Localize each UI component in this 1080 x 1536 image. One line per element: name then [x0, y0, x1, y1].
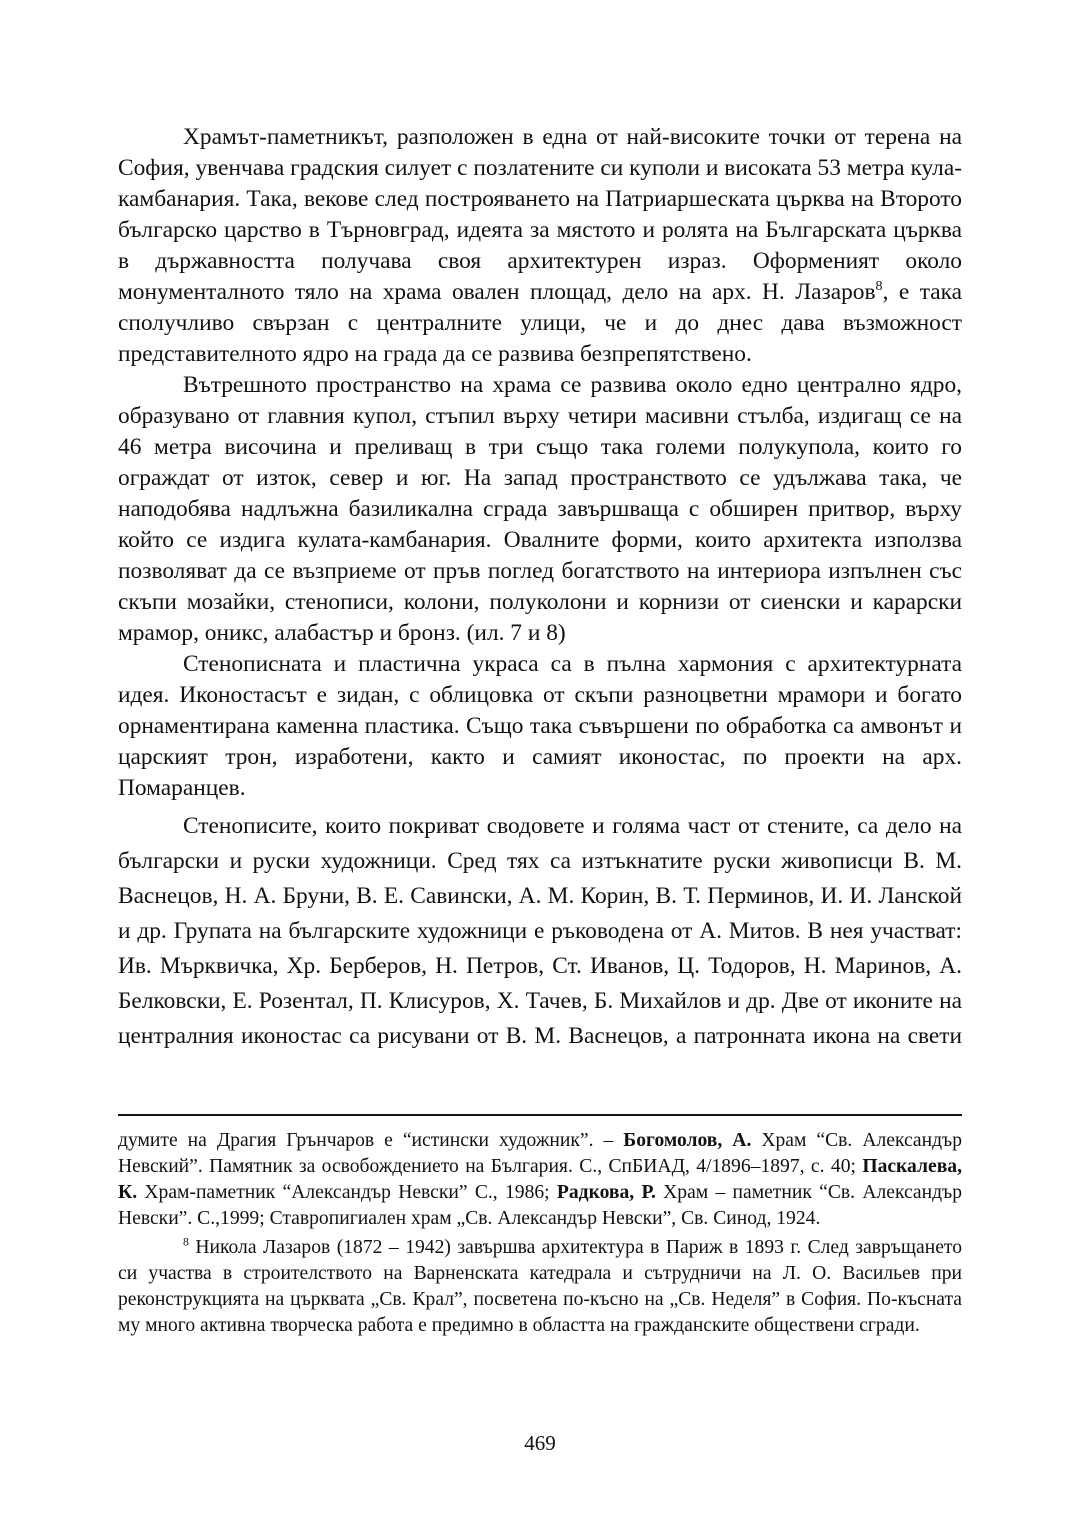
paragraph-1-text: Храмът-паметникът, разположен в една от най-високите точки от терена на София, увенчава градския силует с позлатените си куполи и високата 53 метра кула-камбанария. Така, векове след построяването на Патриаршеската църква на Второто българско царство в Търновград, идеята за мястото и ролята на Българската църква в държавността получава своя архитектурен израз. Оформеният около монументалното тяло на храма овален площад, дело на арх. Н. Лазаров	[118, 124, 962, 305]
paragraph-3: Стенописната и пластична украса са в пълна хармония с архитектурната идея. Иконостасът е зидан, с облицовка от скъпи разноцветни мрамори и богато орнаментирана каменна пластика. Също така съвършени по обработка са амвонът и царският трон, изработени, както и самият иконостас, по проекти на арх. Помаранцев.	[118, 651, 962, 801]
footnote-separator	[118, 1114, 962, 1116]
paragraph-1	[118, 122, 962, 370]
footnote-text: Храм “Св. Александър Невский”. Памятник за освобождението на България. С., СпБИАД, 4/1896–1897, с. 40;	[118, 1130, 962, 1177]
footnote-continuation	[118, 1128, 962, 1232]
author-bogomolov: Богомолов, А.	[623, 1130, 752, 1151]
author-paskaleva: Паскалева, К.	[118, 1156, 962, 1203]
footnote-8-marker: 8	[183, 1235, 189, 1249]
footnote-8-text: Никола Лазаров (1872 – 1942) завършва архитектура в Париж в 1893 г. След завръщането си участва в строителството на Варненската катедрала и сътрудничи на Л. О. Васильев при реконструкцията на църквата „Св. Крал”, посветена по-късно на „Св. Неделя” в София. По-късната му много активна творческа работа е предимно в областта на гражданските обществени сгради.	[118, 1237, 962, 1336]
paragraph-4: Стенописите, които покриват сводовете и голяма част от стените, са дело на български и руски художници. Сред тях са изтъкнатите руски живописци В. М. Васнецов, Н. А. Бруни, В. Е. Савински, А. М. Корин, В. Т. Перминов, И. И. Ланской и др. Групата на българските художници е ръководена от А. Митов. В нея участват: Ив. Мърквичка, Хр. Берберов, Н. Петров, Ст. Иванов, Ц. Тодоров, Н. Маринов, А. Белковски, Е. Розентал, П. Клисуров, Х. Тачев, Б. Михайлов и др. Две от иконите на централния иконостас са рисувани от В. М. Васнецов, а патронната икона на свети	[118, 813, 962, 1049]
paragraph-2: Вътрешното пространство на храма се развива около едно централно ядро, образувано от главния купол, стъпил върху четири масивни стълба, издигащ се на 46 метра височина и преливащ в три също така големи полукупола, които го ограждат от изток, север и юг. На запад пространството се удължава така, че наподобява надлъжна базиликална сграда завършваща с обширен притвор, върху който се издига кулата-камбанария. Овалните форми, които архитекта използва позволяват да се възприеме от пръв поглед богатството на интериора изпълнен със скъпи мозайки, стенописи, колони, полуколони и корнизи от сиенски и карарски мрамор, оникс, алабастър и бронз. (ил. 7 и 8)	[118, 372, 962, 646]
author-radkova: Радкова, Р.	[556, 1182, 656, 1203]
footnote-text: Храм – паметник “Св. Александър Невски”. С.,1999; Ставропигиален храм „Св. Александър Невски”, Св. Синод, 1924.	[118, 1182, 962, 1229]
footnotes	[118, 1128, 962, 1339]
footnote-text: думите на Драгия Грънчаров е “истински художник”. –	[118, 1130, 624, 1151]
footnote-8	[118, 1235, 962, 1339]
main-text	[118, 122, 962, 1054]
footnote-text: Храм-паметник “Александър Невски” С., 1986;	[137, 1182, 557, 1203]
page-number: 469	[524, 1431, 556, 1455]
paragraph-1-text-cont: , е така сполучливо свързан с централните улици, че и до днес дава възможност представителното ядро на града да се развива безпрепятствено.	[118, 279, 962, 367]
footnote-ref-8[interactable]: 8	[875, 278, 883, 295]
